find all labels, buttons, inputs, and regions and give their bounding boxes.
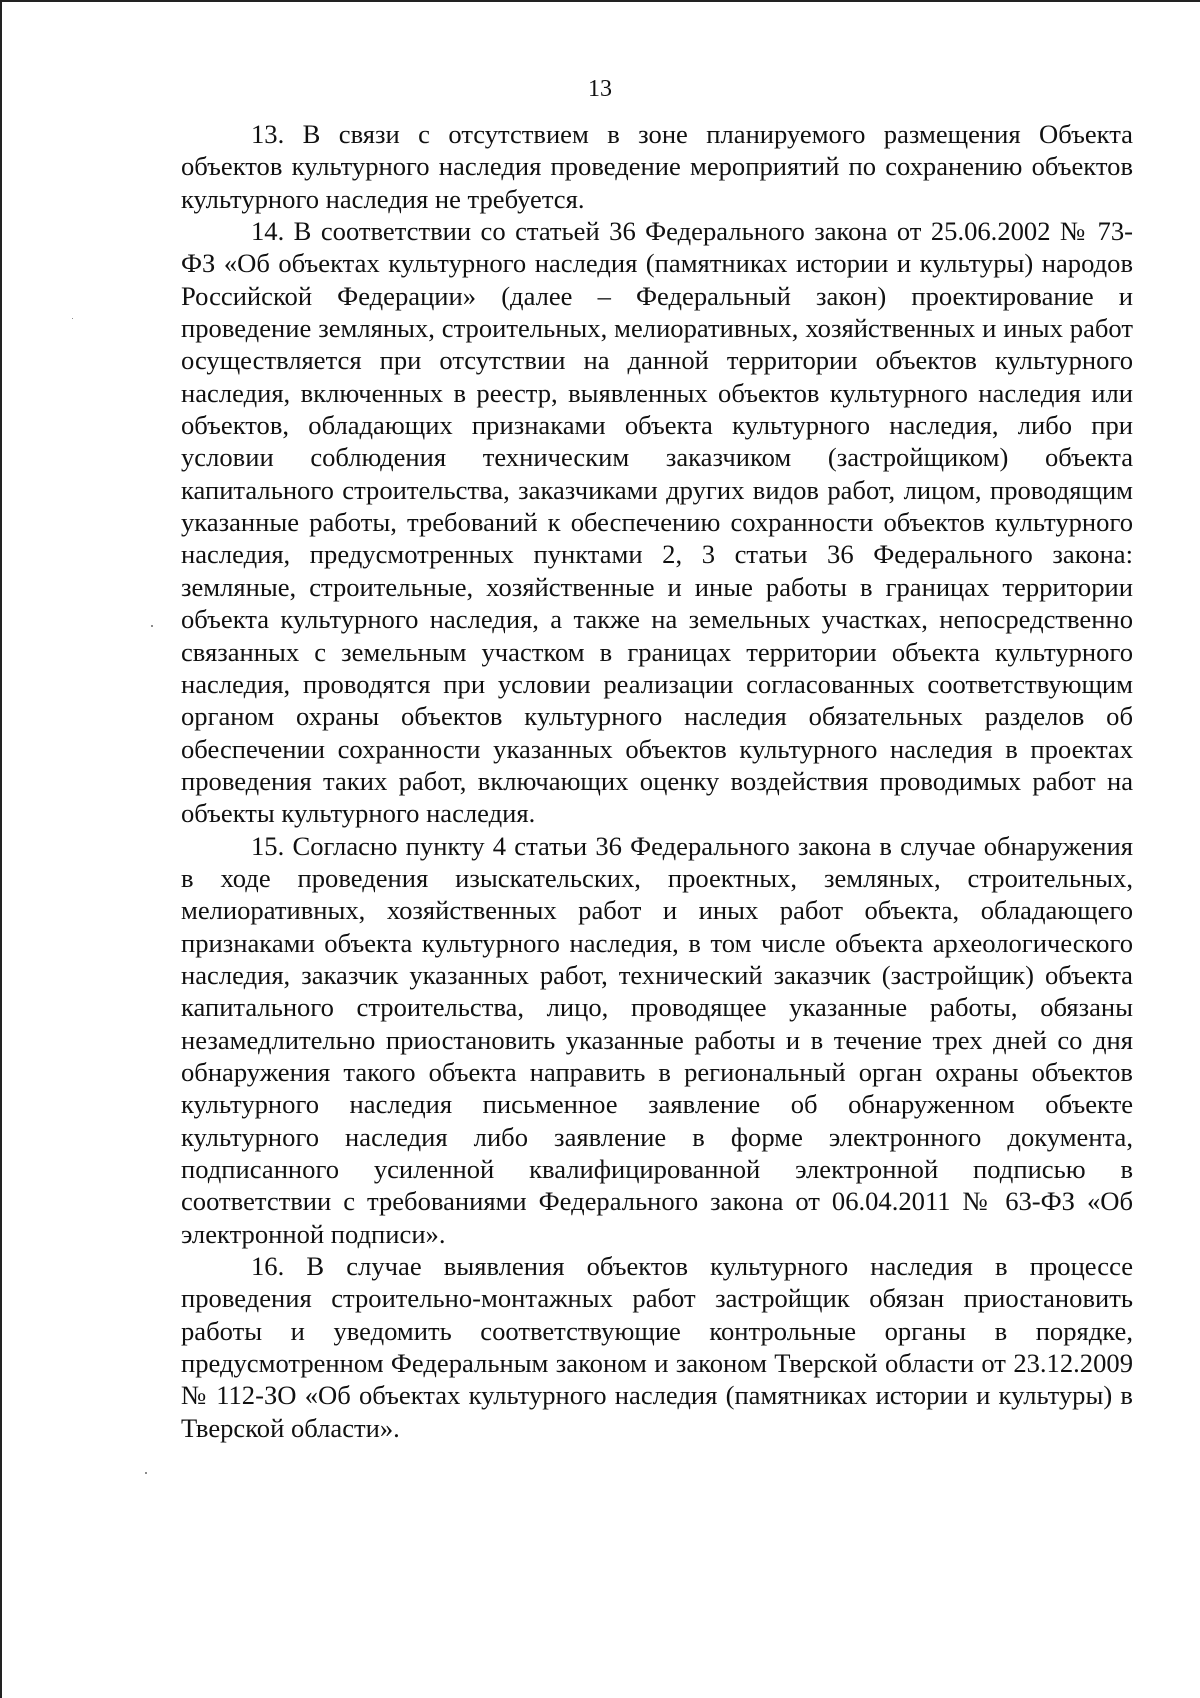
- paragraph-13: 13. В связи с отсутствием в зоне планируемого размещения Объекта объектов культурного наследия проведение мероприятий по сохранению объектов культурного наследия не требуется.: [181, 119, 1133, 214]
- document-body: [181, 118, 1133, 1444]
- scan-speck: [145, 1472, 147, 1474]
- scan-edge-top: [0, 0, 1200, 2]
- scan-speck: [151, 625, 153, 627]
- scan-speck: [72, 318, 73, 319]
- page-number: 13: [588, 76, 612, 102]
- paragraph-14: 14. В соответствии со статьей 36 Федерального закона от 25.06.2002 № 73-ФЗ «Об объектах культурного наследия (памятниках истории и культуры) народов Российской Федерации» (далее – Федеральный закон) проектирование и проведение земляных, строительных, мелиоративных, хозяйственных и иных работ осуществляется при отсутствии на данной территории объектов культурного наследия, включенных в реестр, выявленных объектов культурного наследия или объектов, обладающих признаками объекта культурного наследия, либо при условии соблюдения техническим заказчиком (застройщиком) объекта капитального строительства, заказчиками других видов работ, лицом, проводящим указанные работы, требований к обеспечению сохранности объектов культурного наследия, предусмотренных пунктами 2, 3 статьи 36 Федерального закона: земляные, строительные, хозяйственные и иные работы в границах территории объекта культурного наследия, а также на земельных участках, непосредственно связанных с земельным участком в границах территории объекта культурного наследия, проводятся при условии реализации согласованных соответствующим органом охраны объектов культурного наследия обязательных разделов об обеспечении сохранности указанных объектов культурного наследия в проектах проведения таких работ, включающих оценку воздействия проводимых работ на объекты культурного наследия.: [181, 216, 1133, 829]
- paragraph-15: 15. Согласно пункту 4 статьи 36 Федерального закона в случае обнаружения в ходе проведения изыскательских, проектных, земляных, строительных, мелиоративных, хозяйственных работ и иных работ объекта, обладающего признаками объекта культурного наследия, в том числе объекта археологического наследия, заказчик указанных работ, технический заказчик (застройщик) объекта капитального строительства, лицо, проводящее указанные работы, обязаны незамедлительно приостановить указанные работы и в течение трех дней со дня обнаружения такого объекта направить в региональный орган охраны объектов культурного наследия письменное заявление об обнаруженном объекте культурного наследия либо заявление в форме электронного документа, подписанного усиленной квалифицированной электронной подписью в соответствии с требованиями Федерального закона от 06.04.2011 № 63-ФЗ «Об электронной подписи».: [181, 830, 1133, 1249]
- scan-edge-left: [0, 0, 2, 1698]
- paragraph-16: 16. В случае выявления объектов культурного наследия в процессе проведения строительно-монтажных работ застройщик обязан приостановить работы и уведомить соответствующие контрольные органы в порядке, предусмотренном Федеральным законом и законом Тверской области от 23.12.2009 № 112-ЗО «Об объектах культурного наследия (памятниках истории и культуры) в Тверской области».: [181, 1251, 1133, 1443]
